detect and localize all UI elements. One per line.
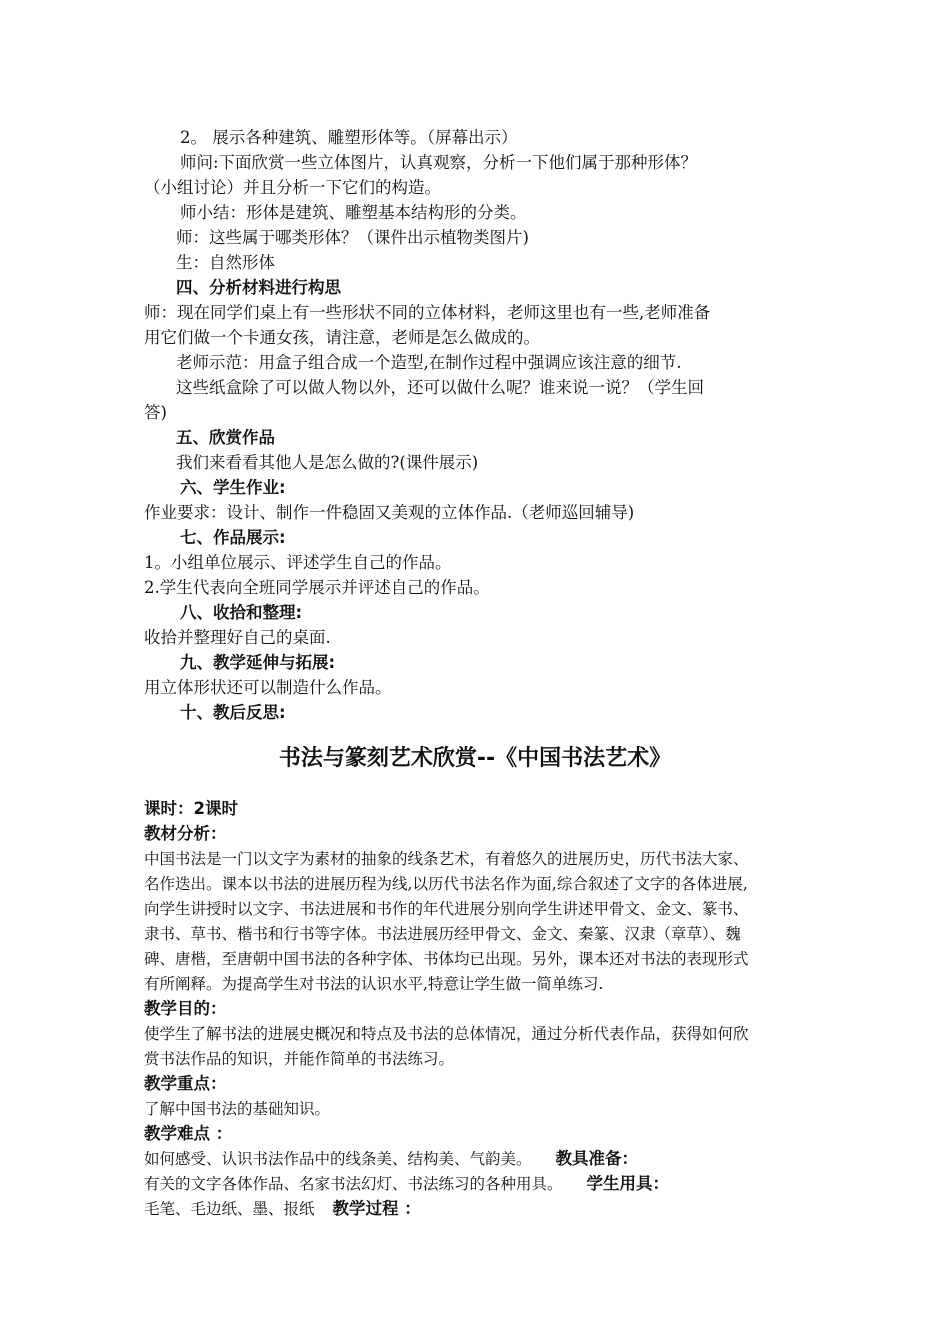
text-line: 用它们做一个卡通女孩，请注意，老师是怎么做成的。 [144, 328, 540, 347]
text-line: 我们来看看其他人是怎么做的?(课件展示) [176, 453, 479, 472]
text-line-with-heading [144, 1147, 814, 1171]
section-heading: 八、收拾和整理: [180, 603, 303, 622]
text-line: 师小结：形体是建筑、雕塑基本结构形的分类。 [180, 203, 527, 222]
text-line: 答) [144, 403, 167, 422]
text-line: 2.学生代表向全班同学展示并评述自己的作品。 [144, 578, 490, 597]
section-heading: 七、作品展示: [180, 528, 286, 547]
text-line: 老师示范：用盒子组合成一个造型,在制作过程中强调应该注意的细节. [176, 353, 682, 372]
section-heading: 教材分析： [144, 824, 227, 843]
text-line: （小组讨论）并且分析一下它们的构造。 [144, 178, 441, 197]
text-line: 2。 展示各种建筑、雕塑形体等。（屏幕出示） [180, 128, 518, 147]
text-line-with-heading [144, 1197, 814, 1221]
section-heading: 教学过程 ： [332, 1199, 421, 1218]
section-heading: 九、教学延伸与拓展: [180, 653, 336, 672]
section-heading: 四、分析材料进行构思 [176, 278, 341, 297]
text-line: 这些纸盒除了可以做人物以外，还可以做什么呢？谁来说一说？（学生回 [176, 378, 704, 397]
text-line: 了解中国书法的基础知识。 [144, 1100, 331, 1118]
text-line: 如何感受、认识书法作品中的线条美、结构美、气韵美。 [144, 1150, 532, 1168]
text-line: 使学生了解书法的进展史概况和特点及书法的总体情况，通过分析代表作品，获得如何欣 [144, 1025, 749, 1043]
section-heading: 五、欣赏作品 [176, 428, 275, 447]
section-heading: 教学目的： [144, 999, 227, 1018]
text-line: 用立体形状还可以制造什么作品。 [144, 678, 392, 697]
text-line: 向学生讲授时以文字、书法进展和书作的年代进展分别向学生讲述甲骨文、金文、篆书、 [144, 900, 749, 918]
section-heading: 十、教后反思: [180, 703, 286, 722]
text-line: 师：这些属于哪类形体？（课件出示植物类图片) [176, 228, 529, 247]
text-line: 中国书法是一门以文字为素材的抽象的线条艺术，有着悠久的进展历史，历代书法大家、 [144, 850, 749, 868]
section-heading: 学生用具： [586, 1174, 670, 1193]
section-heading: 教具准备： [555, 1149, 639, 1168]
text-line: 隶书、草书、楷书和行书等字体。书法进展历经甲骨文、金文、秦篆、汉隶（章草）、魏 [144, 925, 741, 943]
text-line: 收拾并整理好自己的桌面. [144, 628, 331, 647]
text-line: 毛笔、毛边纸、墨、报纸 [144, 1200, 315, 1218]
section-heading: 教学重点： [144, 1074, 227, 1093]
section-heading: 课时：2课时 [144, 799, 238, 818]
text-line: 赏书法作品的知识，并能作简单的书法练习。 [144, 1050, 455, 1068]
text-line-with-heading [144, 1172, 814, 1196]
text-line: 师：现在同学们桌上有一些形状不同的立体材料，老师这里也有一些,老师准备 [144, 303, 711, 322]
text-line: 名作迭出。课本以书法的进展历程为线,以历代书法名作为面,综合叙述了文字的各体进展, [144, 875, 748, 893]
section-heading: 六、学生作业: [180, 478, 286, 497]
text-line: 师问:下面欣赏一些立体图片，认真观察，分析一下他们属于那种形体？ [180, 153, 698, 172]
document-title: 书法与篆刻艺术欣赏--《中国书法艺术》 [278, 746, 672, 771]
text-line: 有所阐释。为提高学生对书法的认识水平,特意让学生做一简单练习. [144, 975, 604, 993]
text-line: 1。小组单位展示、评述学生自己的作品。 [144, 553, 452, 572]
text-line: 有关的文字各体作品、名家书法幻灯、书法练习的各种用具。 [144, 1175, 563, 1193]
text-line: 生：自然形体 [176, 253, 275, 272]
text-line: 作业要求：设计、制作一件稳固又美观的立体作品.（老师巡回辅导) [144, 503, 635, 522]
section-heading: 教学难点 ： [144, 1124, 233, 1143]
text-line: 碑、唐楷，至唐朝中国书法的各种字体、书体均已出现。另外，课本还对书法的表现形式 [144, 950, 749, 968]
